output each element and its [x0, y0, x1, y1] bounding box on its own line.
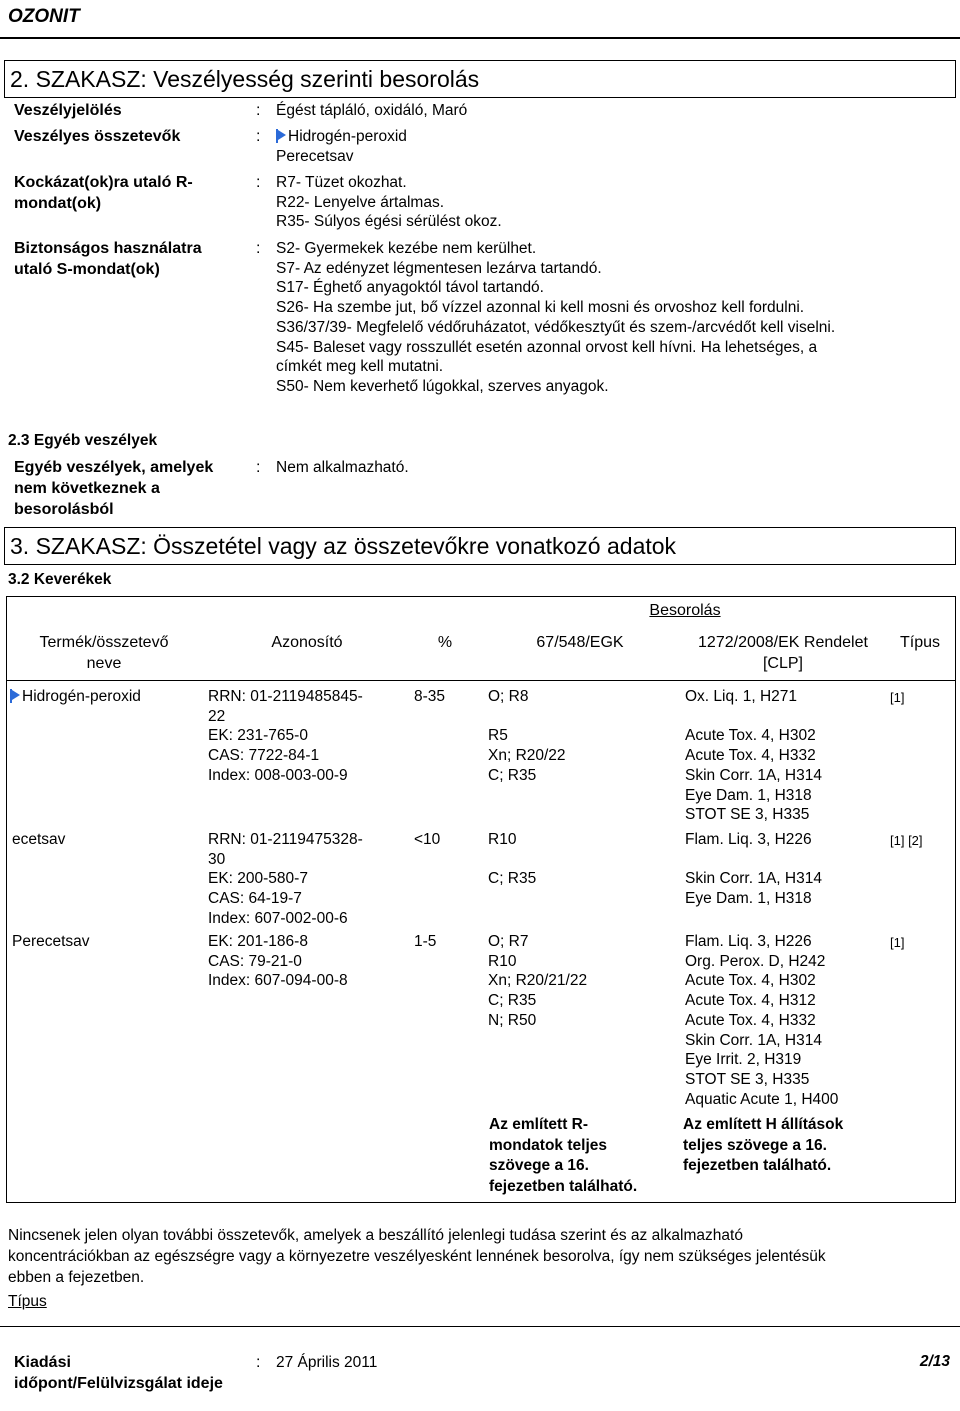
section-2-3-heading: 2.3 Egyéb veszélyek	[8, 432, 158, 449]
identifier-header: Azonosító	[271, 634, 343, 651]
table-row-clp: Ox. Liq. 1, H271 Acute Tox. 4, H302 Acute Tox. 4, H332 Skin Corr. 1A, H314 Eye Dam. 1, H318 STOT SE 3, H335	[685, 688, 822, 824]
hazardous-components-label: Veszélyes összetevők	[14, 128, 181, 145]
colon: :	[256, 174, 261, 191]
company-logo: OZONIT	[8, 6, 80, 27]
table-row-egk: O; R8 R5 Xn; R20/22 C; R35	[488, 688, 566, 784]
table-row-clp: Flam. Liq. 3, H226 Skin Corr. 1A, H314 Eye Dam. 1, H318	[685, 831, 822, 908]
header-divider	[0, 37, 960, 39]
table-row-percent: 8-35	[414, 688, 446, 705]
table-row-ids: EK: 201-186-8 CAS: 79-21-0 Index: 607-094-00-8	[208, 933, 348, 990]
other-hazards-label: Egyéb veszélyek, amelyek nem következnek a besorolásból	[14, 459, 214, 518]
flag-icon	[276, 129, 287, 142]
egk-header: 67/548/EGK	[536, 634, 624, 651]
component-item[interactable]: Hidrogén-peroxid	[276, 127, 946, 147]
table-row-ids: RRN: 01-2119485845- 22 EK: 231-765-0 CAS: 7722-84-1 Index: 008-003-00-9	[208, 688, 363, 784]
component-item: Perecetsav	[276, 147, 354, 165]
table-row-percent: <10	[414, 831, 441, 848]
table-row-ids: RRN: 01-2119475328- 30 EK: 200-580-7 CAS: 64-19-7 Index: 607-002-00-6	[208, 831, 363, 927]
hazard-label: Veszélyjelölés	[14, 102, 122, 119]
type-link[interactable]: Típus	[8, 1293, 47, 1310]
colon: :	[256, 1354, 261, 1371]
type-header: Típus	[899, 634, 940, 651]
table-row-name[interactable]: Hidrogén-peroxid	[10, 687, 141, 707]
colon: :	[256, 102, 261, 119]
table-row-type: [1] [2]	[890, 833, 923, 848]
hazard-value: Égést tápláló, oxidáló, Maró	[276, 102, 468, 119]
clp-header: 1272/2008/EK Rendelet [CLP]	[698, 634, 868, 672]
colon: :	[256, 240, 261, 257]
footer-divider	[0, 1326, 960, 1327]
table-row-name: ecetsav	[12, 831, 66, 848]
colon: :	[256, 128, 261, 145]
section-2-title: 2. SZAKASZ: Veszélyesség szerinti besorolás	[10, 66, 480, 92]
name-header: Termék/összetevő neve	[39, 634, 169, 672]
table-row-clp: Flam. Liq. 3, H226 Org. Perox. D, H242 Acute Tox. 4, H302 Acute Tox. 4, H312 Acute Tox. 4, H332 Skin Corr. 1A, H314 Eye Irrit. 2, H319 STOT SE 3, H335 Aquatic Acute 1, H400	[685, 933, 839, 1108]
table-row-egk: R10 C; R35	[488, 831, 537, 888]
table-row-percent: 1-5	[414, 933, 437, 950]
section-2-title-box	[4, 60, 956, 98]
issue-date-label: Kiadási időpont/Felülvizsgálat ideje	[14, 1354, 223, 1392]
percent-header: %	[437, 634, 453, 651]
s-phrases-list: S2- Gyermekek kezébe nem kerülhet. S7- Az edényzet légmentesen lezárva tartandó. S17- Éghető anyagoktól távol tartandó. S26- Ha szembe jut, bő vízzel azonnal ki kell mosni és orvoshoz kell fordulni. S36/37/39- Megfelelő védőruházatot, védőkesztyűt és szem-/arcvédőt kell viselni. S45- Baleset vagy rosszullét esetén azonnal orvost kell hívni. Ha lehetséges, a címkét meg kell mutatni. S50- Nem keverhető lúgokkal, szerves anyagok.	[276, 240, 836, 395]
flag-icon	[10, 689, 21, 702]
h-statements-note: Az említett H állítások teljes szövege a 16. fejezetben található.	[683, 1116, 844, 1174]
mixtures-heading: 3.2 Keverékek	[8, 571, 112, 588]
other-hazards-value: Nem alkalmazható.	[276, 459, 409, 476]
section-3-title: 3. SZAKASZ: Összetétel vagy az összetevőkre vonatkozó adatok	[10, 533, 677, 559]
table-header-divider	[7, 680, 955, 681]
table-row-name: Perecetsav	[12, 933, 90, 950]
r-phrases-note: Az említett R- mondatok teljes szövege a 16. fejezetben található.	[489, 1116, 638, 1195]
classification-header: Besorolás	[649, 602, 721, 619]
hazardous-components-list	[276, 127, 946, 166]
section-3-title-box	[4, 527, 956, 565]
s-phrases-label: Biztonságos használatra utaló S-mondat(ok)	[14, 240, 202, 278]
colon: :	[256, 459, 261, 476]
table-row-type: [1]	[890, 935, 905, 950]
table-row-type: [1]	[890, 690, 905, 705]
r-phrases-label: Kockázat(ok)ra utaló R- mondat(ok)	[14, 174, 193, 212]
page-number: 2/13	[919, 1353, 950, 1370]
issue-date-value: 27 Április 2011	[276, 1354, 378, 1371]
table-row-egk: O; R7 R10 Xn; R20/21/22 C; R35 N; R50	[488, 933, 588, 1029]
r-phrases-list: R7- Tüzet okozhat. R22- Lenyelve ártalmas. R35- Súlyos égési sérülést okoz.	[276, 174, 502, 231]
additional-info-paragraph: Nincsenek jelen olyan további összetevők, amelyek a beszállító jelenlegi tudása szerint és az alkalmazható koncentrációkban az egészségre vagy a környezetre veszélyesként lennének besorolva, így nem szükséges jelentésük ebben a fejezetben.	[8, 1227, 826, 1286]
